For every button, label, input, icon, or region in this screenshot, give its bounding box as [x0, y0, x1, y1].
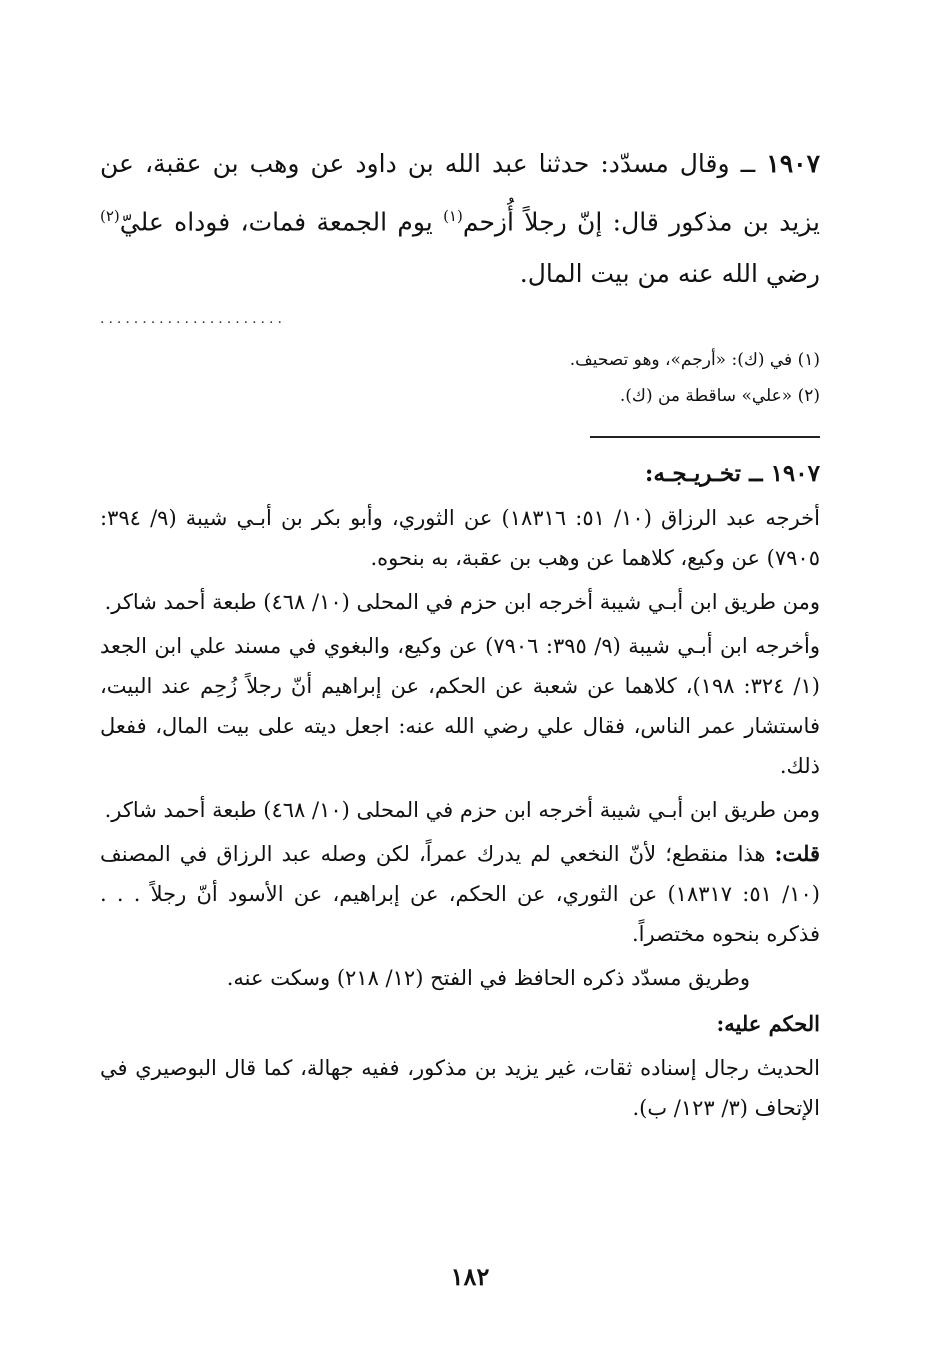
ruling-heading: الحكم عليه: [716, 1011, 820, 1037]
footnote-ref-2: (٢) [100, 207, 120, 225]
footnote-separator: ...................... [100, 314, 286, 325]
musaddad-path-paragraph: وطريق مسدّد ذكره الحافظ في الفتح (١٢/ ٢١٨) وسكت عنه. [226, 966, 750, 991]
takhrij-paragraph-4: ومن طريق ابن أبـي شيبة أخرجه ابن حزم في المحلى (١٠/ ٤٦٨) طبعة أحمد شاكر. [104, 798, 820, 823]
takhrij-paragraph-1: أخرجه عبد الرزاق (١٠/ ٥١: ١٨٣١٦) عن الثوري، وأبو بكر بن أبـي شيبة (٩/ ٣٩٤: ٧٩٠٥) عن وكيع، كلاهما عن وهب بن عقبة، به بنحوه. [100, 506, 820, 571]
qult-text: هذا منقطع؛ لأنّ النخعي لم يدرك عمراً، لكن وصله عبد الرزاق في المصنف (١٠/ ٥١: ١٨٣١٧) عن الثوري، عن الحكم، عن إبراهيم، عن الأسود أنّ رجلاً . . . فذكره بنحوه مختصراً. [100, 842, 820, 947]
takhrij-paragraph-3: وأخرجه ابن أبـي شيبة (٩/ ٣٩٥: ٧٩٠٦) عن وكيع، والبغوي في مسند علي ابن الجعد (١/ ٣٢٤: ١٩٨)، كلاهما عن شعبة عن الحكم، عن إبراهيم أنّ رجلاً زُحِم عند البيت، فاستشار عمر الناس، فقال علي رضي الله عنه: اجعل ديته على بيت المال، ففعل ذلك. [100, 634, 820, 779]
takhrij-heading: ١٩٠٧ ــ تخـريـجـه: [644, 460, 820, 488]
hadith-text [100, 138, 820, 300]
page-number: ١٨٢ [450, 1262, 490, 1291]
footnote-2: (٢) «علي» ساقطة من (ك). [619, 386, 820, 407]
qult-label: قلت: [774, 841, 820, 867]
hadith-text-part1: ــ وقال مسدّد: حدثنا عبد الله بن داود عن وهب بن عقبة، عن يزيد بن مذكور قال: إنّ رجلاً أُزحم [100, 149, 821, 237]
qult-paragraph [100, 834, 820, 954]
page-body [100, 138, 820, 1128]
footnote-1: (١) في (ك): «أرجم»، وهو تصحيف. [569, 350, 820, 371]
takhrij-paragraph-2: ومن طريق ابن أبـي شيبة أخرجه ابن حزم في المحلى (١٠/ ٤٦٨) طبعة أحمد شاكر. [104, 590, 820, 615]
footnotes [100, 342, 820, 414]
hadith-number: ١٩٠٧ [766, 149, 820, 178]
section-divider [590, 436, 820, 438]
hadith-text-part3: رضي الله عنه من بيت المال. [519, 259, 820, 289]
footnote-ref-1: (١) [443, 207, 463, 225]
ruling-paragraph: الحديث رجال إسناده ثقات، غير يزيد بن مذكور، ففيه جهالة، كما قال البوصيري في الإتحاف (٣/ ١٢٣/ ب). [100, 1056, 820, 1121]
hadith-text-part2: يوم الجمعة فمات، فوداه عليّ [119, 207, 444, 237]
